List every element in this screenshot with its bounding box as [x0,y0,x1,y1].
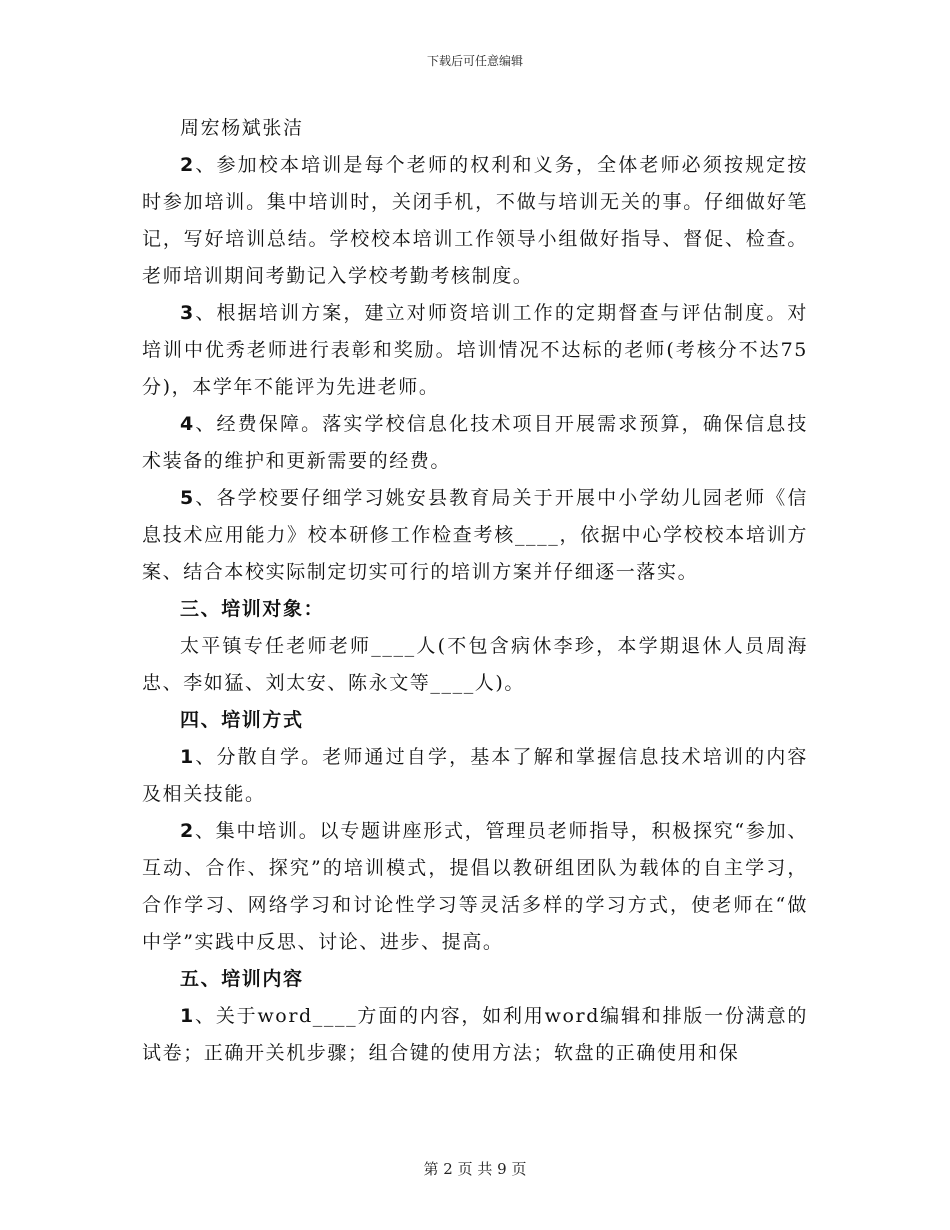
section-heading-training-targets: 三、培训对象： [180,598,325,620]
paragraph-0: 周宏杨斌张洁 [180,117,304,139]
paragraph-4: 5、各学校要仔细学习姚安县教育局关于开展中小学幼儿园老师《信息技术应用能力》校本研修工作检查考核____，依据中心学校校本培训方案、结合本校实际制定切实可行的培训方案并仔细逐一落实。 [142,487,808,583]
paragraph-6: 太平镇专任老师老师____人(不包含病休李珍，本学期退休人员周海忠、李如猛、刘太安、陈永文等____人)。 [142,635,808,694]
paragraph-2: 3、根据培训方案，建立对师资培训工作的定期督查与评估制度。对培训中优秀老师进行表彰和奖励。培训情况不达标的老师(考核分不达75分)，本学年不能评为先进老师。 [142,302,808,398]
paragraph-9: 2、集中培训。以专题讲座形式，管理员老师指导，积极探究“参加、互动、合作、探究”的培训模式，提倡以教研组团队为载体的自主学习，合作学习、网络学习和讨论性学习等灵活多样的学习方式，使老师在“做中学”实践中反思、讨论、进步、提高。 [142,820,808,953]
document-body [142,110,808,1072]
paragraph-8: 1、分散自学。老师通过自学，基本了解和掌握信息技术培训的内容及相关技能。 [142,746,808,805]
paragraph-3: 4、经费保障。落实学校信息化技术项目开展需求预算，确保信息技术装备的维护和更新需要的经费。 [142,413,808,472]
section-heading-training-methods: 四、培训方式 [180,709,304,731]
paragraph-11: 1、关于word____方面的内容，如利用word编辑和排版一份满意的试卷；正确开关机步骤；组合键的使用方法；软盘的正确使用和保 [142,1005,808,1064]
section-heading-training-content: 五、培训内容 [180,968,304,990]
page-footer: 第 2 页 共 9 页 [423,1160,527,1178]
page-header: 下载后可任意编辑 [426,54,523,68]
paragraph-1: 2、参加校本培训是每个老师的权利和义务，全体老师必须按规定按时参加培训。集中培训时，关闭手机，不做与培训无关的事。仔细做好笔记，写好培训总结。学校校本培训工作领导小组做好指导、督促、检查。老师培训期间考勤记入学校考勤考核制度。 [142,154,808,287]
